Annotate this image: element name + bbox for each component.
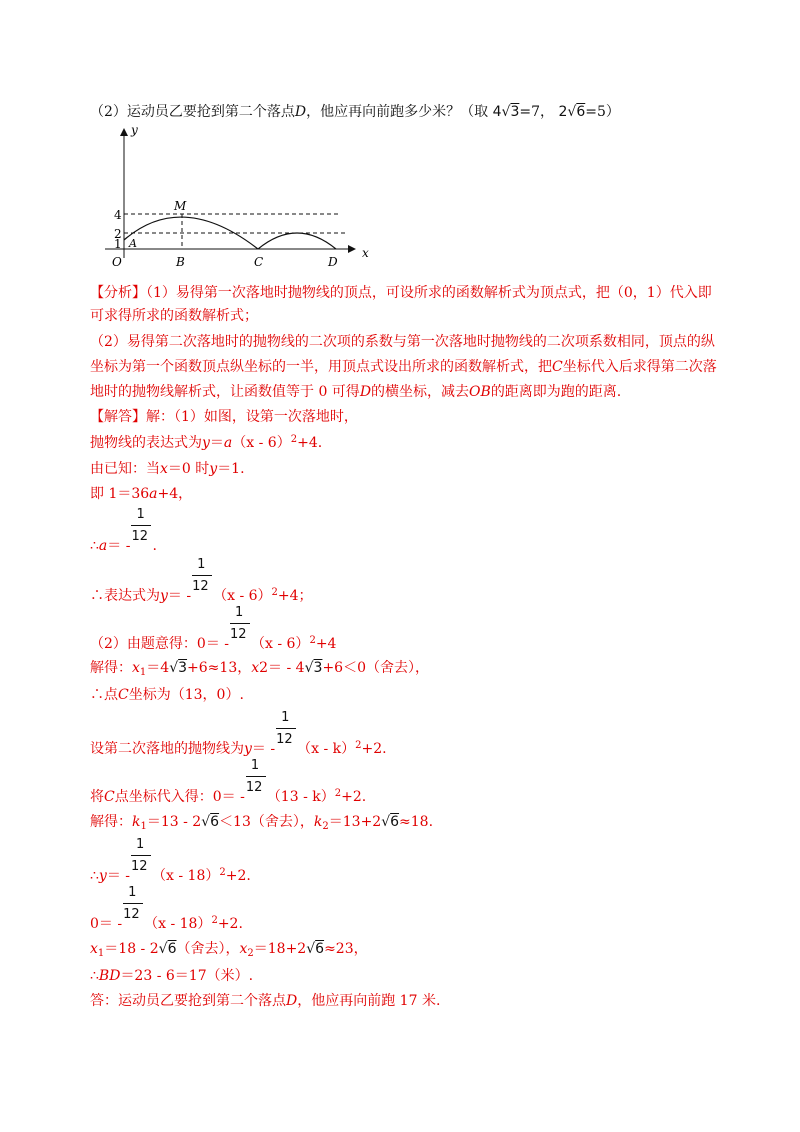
solution-line-0: 【解答】解：（1）如图，设第一次落地时， — [90, 409, 358, 425]
point-label-a: A — [129, 237, 137, 250]
fraction: $\frac{1}{12}$ — [229, 630, 251, 648]
solution-line-10: 将C点坐标代入得：0＝ - $\frac{1}{12}$ （13 - k）$^2$+2. — [90, 758, 367, 805]
solution-tag: 【解答】 — [90, 409, 146, 425]
question-point-d: D — [294, 104, 307, 120]
solution-answer: 答：运动员乙要抢到第二个落点D，他应再向前跑 17 米. — [90, 993, 441, 1009]
solution-line-2: 由已知：当x＝0 时y＝1. — [90, 461, 245, 477]
parabola-2 — [258, 233, 336, 249]
solution-line-5: ∴表达式为y＝ - $\frac{1}{12}$ （x - 6）$^2$+4； — [90, 557, 313, 604]
point-label-m: M — [174, 199, 187, 213]
analysis-line-5: 地时的抛物线解析式，让函数值等于 0 可得D的横坐标，减去OB的距离即为跑的距离. — [90, 384, 622, 400]
point-label-b: B — [176, 255, 185, 269]
solution-line-9: 设第二次落地的抛物线为y＝ - $\frac{1}{12}$ （x - k）$^2$+2. — [90, 710, 387, 757]
axis-label-y: y — [131, 123, 138, 137]
solution-line-12: ∴y＝ - $\frac{1}{12}$ （x - 18）$^2$+2. — [90, 837, 251, 884]
analysis-tag: 【分析】 — [90, 285, 146, 301]
solution-line-13: 0＝ - $\frac{1}{12}$ （x - 18）$^2$+2. — [90, 885, 243, 932]
approx-sqrt6: 2√6 — [558, 104, 586, 120]
solution-line-8: ∴点C坐标为（13，0）. — [90, 687, 244, 703]
fraction: $\frac{1}{12}$ — [130, 532, 152, 550]
solution-line-14: $x_1=18 - 2√6$（舍去），$x_2=18+2√6\approx 23$， — [90, 941, 368, 959]
analysis-line-1: 【分析】（1）易得第一次落地时抛物线的顶点，可设所求的函数解析式为顶点式，把（0，1）代入即 — [90, 285, 712, 301]
analysis-line-2: 可求得所求的函数解析式； — [90, 308, 258, 324]
solution-line-1: 抛物线的表达式为y＝a（x - 6）$^2$+4. — [90, 434, 323, 451]
fraction: $\frac{1}{12}$ — [191, 582, 213, 600]
solution-line-11: 解得：$k_1=13 - 2√6<13$（舍去），$k_2=13+2√6\approx 18$. — [90, 814, 434, 832]
point-label-d: D — [328, 255, 338, 269]
analysis-line-3: （2）易得第二次落地时的抛物线的二次项的系数与第一次落地时抛物线的二次项系数相同，顶点的纵 — [90, 334, 715, 350]
fraction: $\frac{1}{12}$ — [245, 783, 267, 801]
fraction: $\frac{1}{12}$ — [122, 910, 144, 928]
parabola-1 — [124, 217, 258, 249]
solution-line-7: 解得：$x_1=4√3+6\approx 13$，x2＝ - 4√3+6＜0（舍去）， — [90, 660, 429, 678]
ytick-4: 4 — [114, 208, 122, 222]
ytick-1: 1 — [114, 237, 122, 251]
fraction: $\frac{1}{12}$ — [275, 735, 297, 753]
axis-label-x: x — [362, 246, 369, 260]
solution-line-3: 即 1＝36a+4， — [90, 486, 193, 502]
fraction: $\frac{1}{12}$ — [130, 862, 152, 880]
approx-sqrt3: 4√3 — [492, 104, 520, 120]
solution-line-4: ∴a＝ - $\frac{1}{12}$ . — [90, 507, 157, 554]
origin-label: O — [112, 255, 122, 269]
question-line: （2）运动员乙要抢到第二个落点D，他应再向前跑多少米？（取 4√3=7， 2√6=5） — [90, 104, 620, 120]
question-text: （2）运动员乙要抢到第二个落点 — [90, 104, 295, 120]
ytick-2: 2 — [114, 227, 122, 241]
point-label-c: C — [254, 255, 264, 269]
solution-line-15: ∴BD＝23 - 6＝17（米）. — [90, 968, 254, 984]
analysis-line-4: 坐标为第一个函数顶点纵坐标的一半，用顶点式设出所求的函数解析式，把C坐标代入后求得第二次落 — [90, 359, 717, 375]
solution-line-6: （2）由题意得：0＝ - $\frac{1}{12}$ （x - 6）$^2$+4 — [90, 605, 337, 652]
